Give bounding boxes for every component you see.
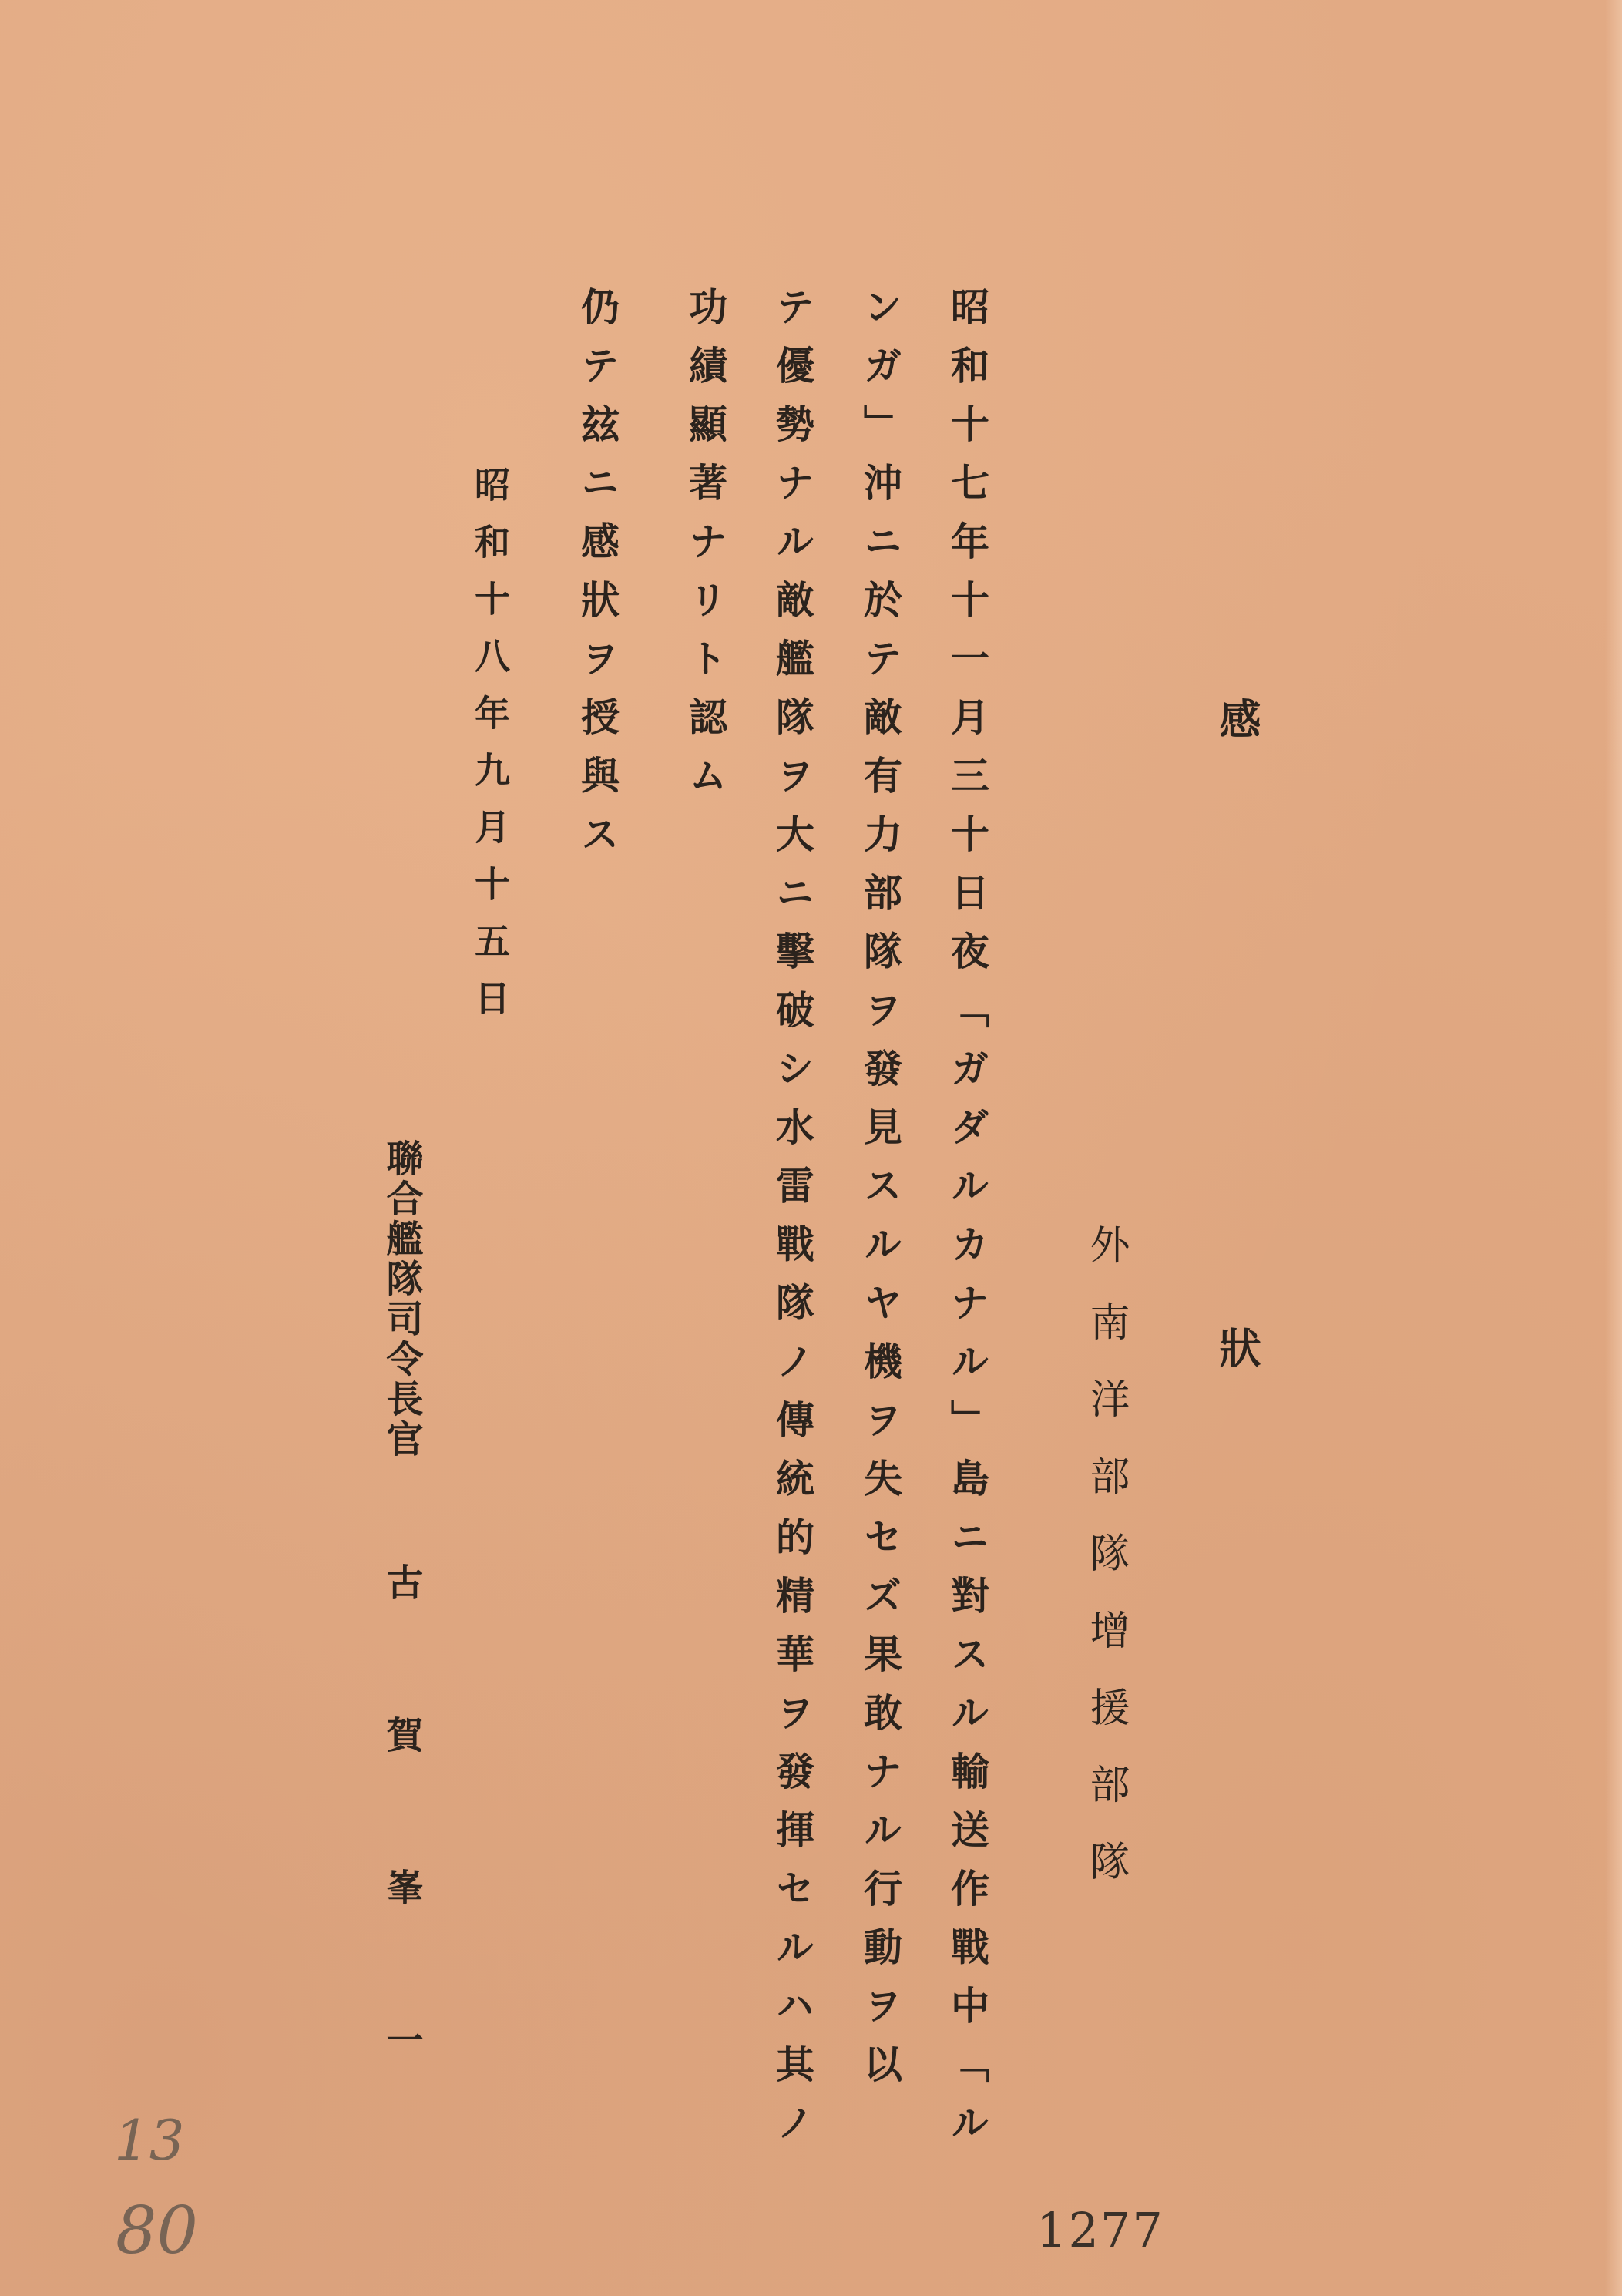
recipient: 外南洋部隊增援部隊 (1083, 1224, 1129, 1918)
body-line-1: 昭和十七年十一月三十日夜「ガダルカナル」島ニ對スル輸送作戰中「ル (945, 287, 990, 2161)
page-number: 1277 (1036, 2202, 1164, 2258)
paper-edge (1605, 0, 1622, 2296)
issuer-name: 古賀峯一 (380, 1563, 423, 2173)
issuer-title: 聯合艦隊司令長官 (380, 1139, 423, 1460)
pencil-note-bottom: 80 (116, 2193, 198, 2268)
body-line-5: 仍テ玆ニ感狀ヲ授與ス (575, 287, 620, 872)
body-line-3: テ優勢ナル敵艦隊ヲ大ニ擊破シ水雷戰隊ノ傳統的精華ヲ發揮セルハ其ノ (770, 287, 815, 2161)
body-line-4: 功績顯著ナリト認ム (683, 287, 728, 814)
document-title: 感 狀 (1213, 698, 1262, 1641)
issue-date: 昭和十八年九月十五日 (469, 466, 511, 1037)
body-line-2: ンガ」沖ニ於テ敵有力部隊ヲ發見スルヤ機ヲ失セズ果敢ナル行動ヲ以 (858, 287, 903, 2103)
pencil-note-top: 13 (114, 2108, 185, 2173)
